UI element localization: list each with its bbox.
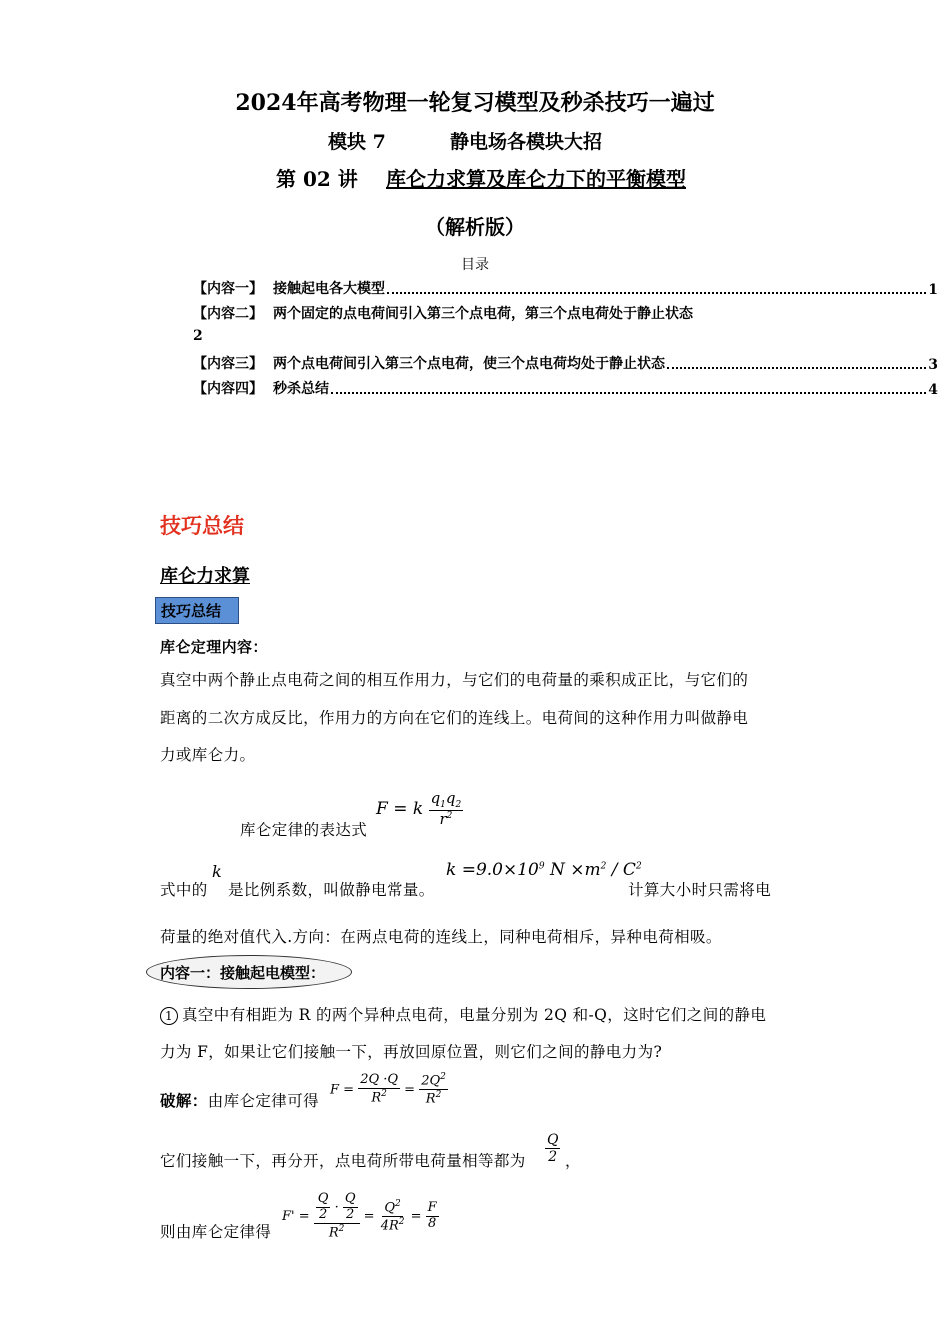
toc-page: 4: [928, 382, 938, 398]
toc-text: 两个固定的点电荷间引入第三个点电荷，第三个点电荷处于静止状态: [273, 306, 693, 322]
question-1-line-1: [160, 1003, 766, 1025]
toc-item-4[interactable]: [193, 378, 938, 398]
toc-item-2[interactable]: [193, 303, 938, 323]
law-line-2: 距离的二次方成反比，作用力的方向在它们的连线上。电荷间的这种作用力叫做静电: [160, 709, 749, 727]
document-title: 2024年高考物理一轮复习模型及秒杀技巧一遍过: [235, 90, 715, 116]
toc-text: 接触起电各大模型: [273, 281, 385, 297]
solution-text-1: 由库仑定律可得: [207, 1092, 320, 1110]
coulomb-formula: F = k $\frac{q_1q_2}{r^2}$: [376, 789, 462, 829]
lecture-label: 第 02 讲: [276, 167, 358, 191]
solution-label: 破解：: [160, 1091, 208, 1110]
k-value-formula: $k =9.0\times 10^9$ $N \times m^2 / C^2$: [446, 860, 642, 880]
const-middle: 是比例系数，叫做静电常量。: [228, 881, 435, 899]
const-line-2: 荷量的绝对值代入.方向：在两点电荷的连线上，同种电荷相斥，异种电荷相吸。: [160, 928, 722, 946]
toc-item-3[interactable]: [193, 353, 938, 373]
toc-tag: 【内容二】: [193, 306, 263, 322]
module-label: 模块 7: [328, 131, 386, 153]
k-symbol: k: [212, 862, 222, 881]
law-heading: 库仑定理内容：: [160, 638, 268, 656]
skill-summary-box: 技巧总结: [155, 597, 239, 624]
toc-page: 1: [928, 282, 938, 298]
law-line-3: 力或库仑力。: [160, 746, 256, 764]
toc-text: 秒杀总结: [273, 381, 329, 397]
solution-line-3: 则由库仑定律得: [160, 1223, 272, 1241]
formula-force-2: F' = $\frac{Q}{2}$ · $\frac{Q}{2}$ $R^2$ = $\frac{Q^2}{4R^2}$ = $\frac{F}{8}$: [282, 1191, 437, 1241]
solution-line-1: [160, 1089, 319, 1111]
formula-force-1: F = $\frac{2Q \cdot Q}{R^2}$ = $\frac{2Q^2}{R^2}$: [330, 1072, 446, 1107]
toc-leader: [667, 367, 926, 369]
edition-label: （解析版）: [425, 215, 525, 239]
formula-half-charge: $\frac{Q}{2}$: [547, 1132, 559, 1166]
const-prefix: 式中的: [160, 881, 208, 899]
module-name: 静电场各模块大招: [450, 131, 603, 153]
const-suffix: 计算大小时只需将电: [628, 881, 772, 899]
section-heading: 技巧总结: [160, 513, 244, 538]
sub-heading: 库仑力求算: [160, 566, 250, 587]
toc-tag: 【内容三】: [193, 356, 263, 372]
toc-leader: [331, 392, 926, 394]
toc-item-2-leader[interactable]: [193, 328, 938, 344]
law-line-1: 真空中两个静止点电荷之间的相互作用力，与它们的电荷量的乘积成正比，与它们的: [160, 671, 749, 689]
lecture-name-text: 库仑力求算及库仑力下的平衡模型: [386, 167, 686, 191]
toc-tag: 【内容一】: [193, 281, 263, 297]
content-one-label: 内容一：接触起电模型：: [160, 964, 326, 982]
question-1-line-2: 力为 F，如果让它们接触一下，再放回原位置，则它们之间的静电力为?: [160, 1043, 663, 1061]
question-number: 1: [160, 1007, 178, 1025]
toc-tag: 【内容四】: [193, 381, 263, 397]
expression-label: 库仑定律的表达式: [240, 821, 368, 839]
toc-item-1[interactable]: [193, 278, 938, 298]
toc-page: 3: [928, 357, 938, 373]
solution-line-2: 它们接触一下，再分开，点电荷所带电荷量相等都为: [160, 1152, 526, 1170]
toc-page: 2: [193, 328, 203, 344]
toc-text: 两个点电荷间引入第三个点电荷，使三个点电荷均处于静止状态: [273, 356, 665, 372]
toc-heading: 目录: [461, 257, 489, 273]
solution-line-2-end: ，: [565, 1152, 581, 1170]
question-1-text: 真空中有相距为 R 的两个异种点电荷，电量分别为 2Q 和-Q，这时它们之间的静电: [182, 1006, 767, 1024]
toc-leader: [387, 292, 926, 294]
lecture-name: [386, 163, 686, 192]
